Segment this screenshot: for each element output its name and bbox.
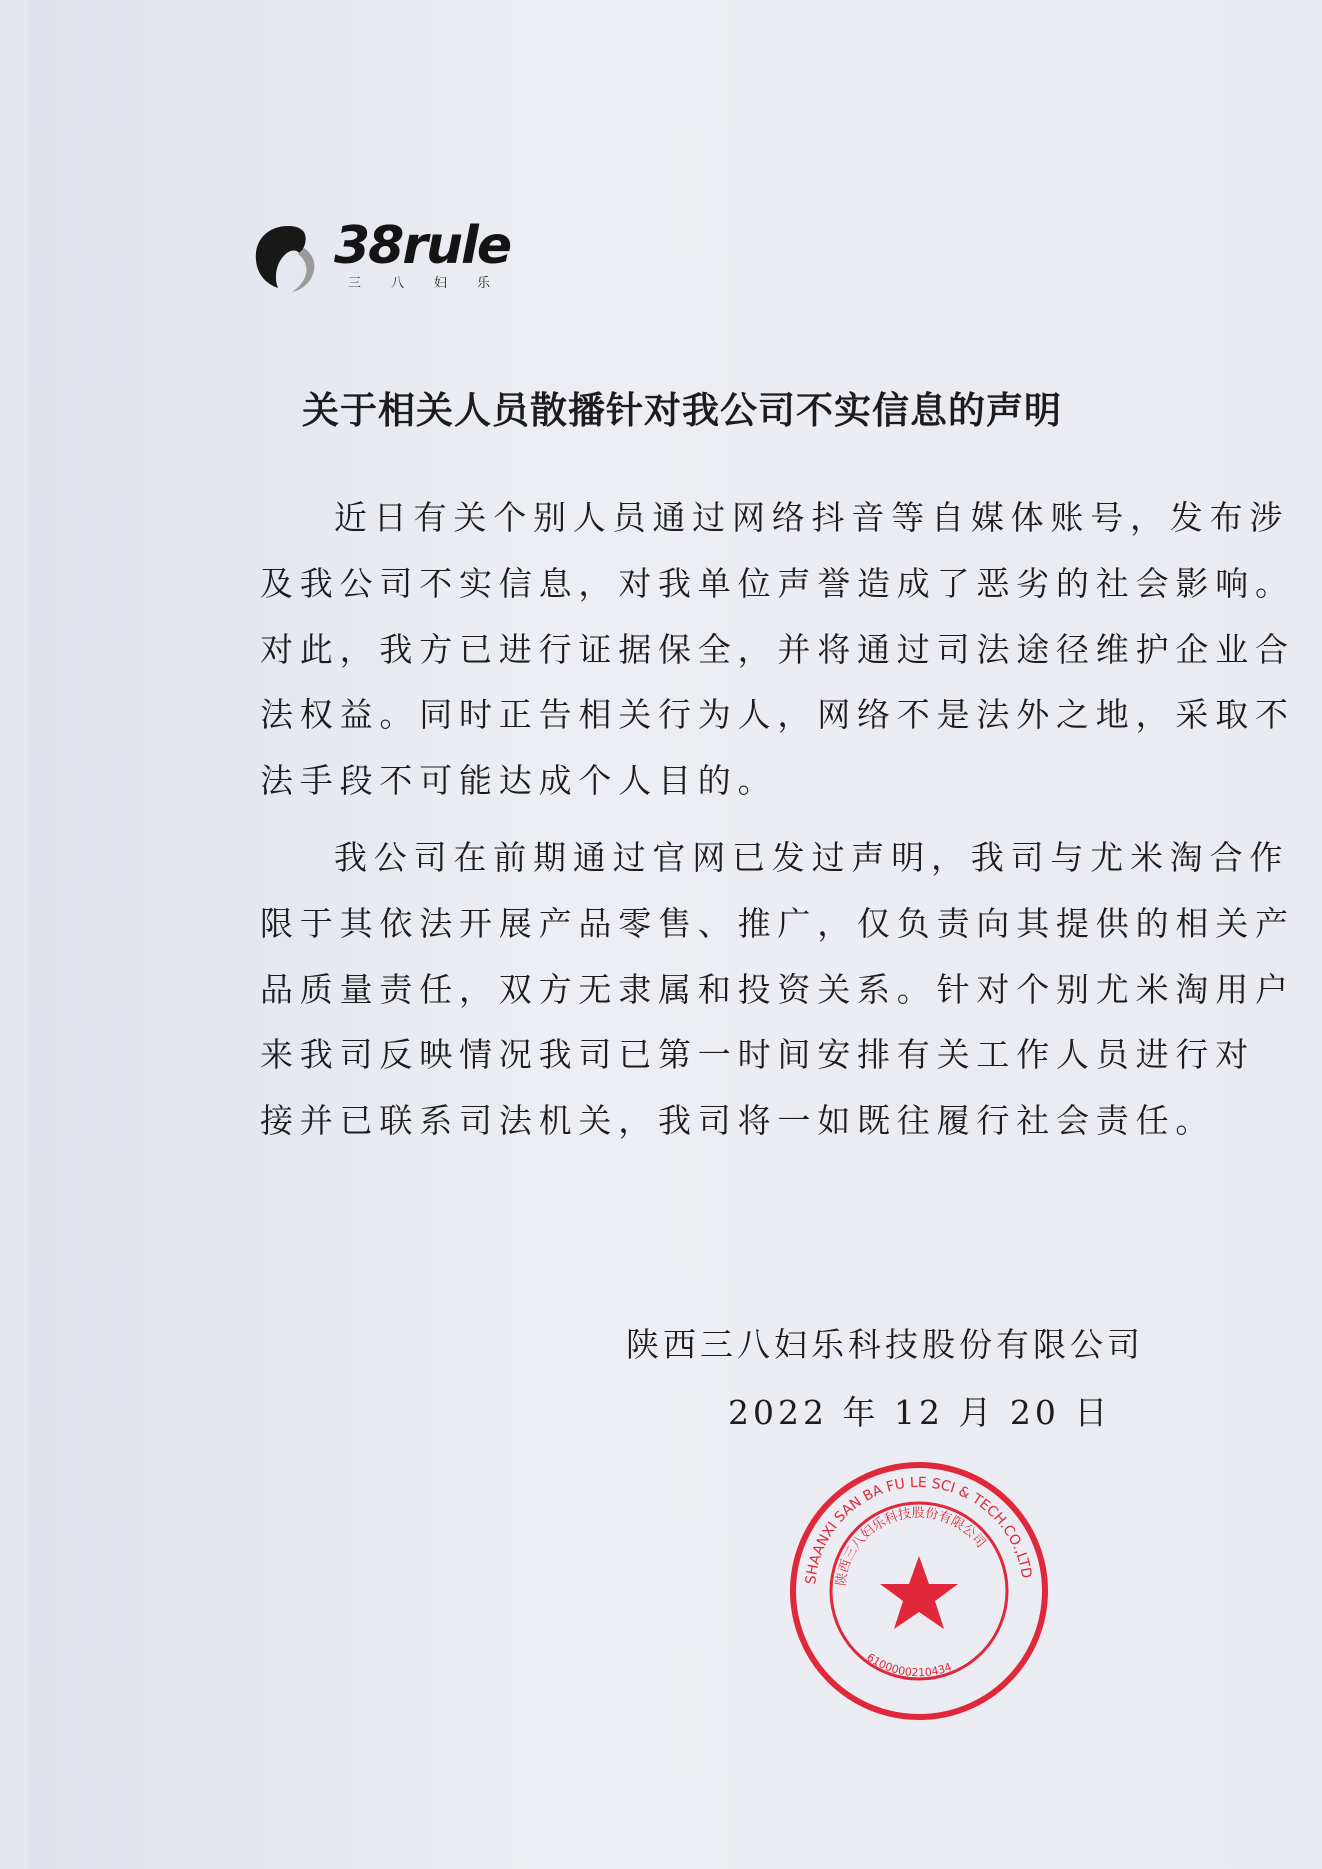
text-line: 限于其依法开展产品零售、推广，仅负责向其提供的相关产	[260, 904, 1295, 943]
text-line: 接并已联系司法机关，我司将一如既往履行社会责任。	[260, 1101, 1216, 1140]
text-line: 法手段不可能达成个人目的。	[260, 761, 778, 800]
company-seal-stamp	[788, 1460, 1050, 1722]
svg-text:6100000210434: 6100000210434	[864, 1650, 954, 1680]
text-line: 来我司反映情况我司已第一时间安排有关工作人员进行对	[260, 1035, 1255, 1074]
svg-text:SHAANXI SAN BA FU LE SCI & TEC: SHAANXI SAN BA FU LE SCI & TECH.CO.,LTD	[803, 1474, 1035, 1586]
text-line: 对此，我方已进行证据保全，并将通过司法途径维护企业合	[260, 630, 1295, 669]
document-title: 关于相关人员散播针对我公司不实信息的声明	[302, 389, 1062, 432]
svg-text:陕西三八妇乐科技股份有限公司: 陕西三八妇乐科技股份有限公司	[833, 1505, 989, 1587]
document-page	[28, 0, 1322, 1869]
text-line: 法权益。同时正告相关行为人，网络不是法外之地，采取不	[260, 695, 1295, 734]
text-line: 近日有关个别人员通过网络抖音等自媒体账号，发布涉	[334, 498, 1290, 537]
logo-wordmark: 38rule	[334, 216, 511, 276]
company-logo	[248, 218, 548, 298]
text-line: 我公司在前期通过官网已发过声明，我司与尤米淘合作	[334, 838, 1290, 877]
signature-date: 2022 年 12 月 20 日	[728, 1393, 1112, 1432]
text-line: 品质量责任，双方无隶属和投资关系。针对个别尤米淘用户	[260, 970, 1295, 1009]
signature-company: 陕西三八妇乐科技股份有限公司	[626, 1325, 1144, 1364]
woman-silhouette-icon	[248, 218, 332, 296]
star-icon	[880, 1556, 958, 1629]
logo-subtitle: 三八妇乐	[348, 276, 521, 291]
text-line: 及我公司不实信息，对我单位声誉造成了恶劣的社会影响。	[260, 564, 1295, 603]
